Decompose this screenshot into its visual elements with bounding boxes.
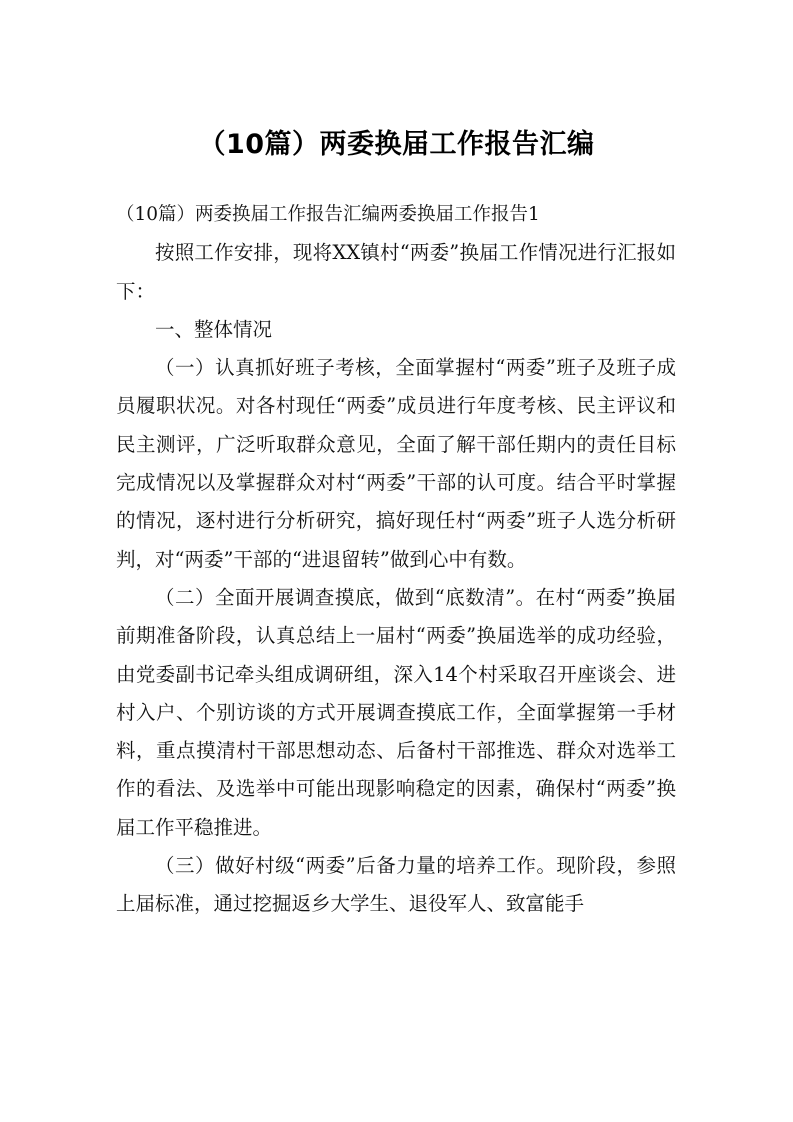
paragraph-section-2: （二）全面开展调查摸底，做到“底数清”。在村“两委”换届前期准备阶段，认真总结上一届村“两委”换届选举的成功经验，由党委副书记牵头组成调研组，深入14个村采取召开座谈会、进村入户、个别访谈的方式开展调查摸底工作，全面掌握第一手材料，重点摸清村干部思想动态、后备村干部推选、群众对选举工作的看法、及选举中可能出现影响稳定的因素，确保村“两委”换届工作平稳推进。 [116,585,676,839]
paragraph-section-1: （一）认真抓好班子考核，全面掌握村“两委”班子及班子成员履职状况。对各村现任“两委”成员进行年度考核、民主评议和民主测评，广泛听取群众意见，全面了解干部任期内的责任目标完成情况以及掌握群众对村“两委”干部的认可度。结合平时掌握的情况，逐村进行分析研究，搞好现任村“两委”班子人选分析研判，对“两委”干部的“进退留转”做到心中有数。 [116,356,676,571]
document-title: （10篇）两委换届工作报告汇编 [198,129,595,160]
document-subtitle: （10篇）两委换届工作报告汇编两委换届工作报告1 [116,204,540,225]
paragraph-intro: 按照工作安排，现将XX镇村“两委”换届工作情况进行汇报如下： [116,241,676,303]
document-body [116,196,676,924]
paragraph-section-3: （三）做好村级“两委”后备力量的培养工作。现阶段，参照上届标准，通过挖掘返乡大学生、退役军人、致富能手 [116,854,676,916]
section-heading-overall: 一、整体情况 [155,317,273,341]
